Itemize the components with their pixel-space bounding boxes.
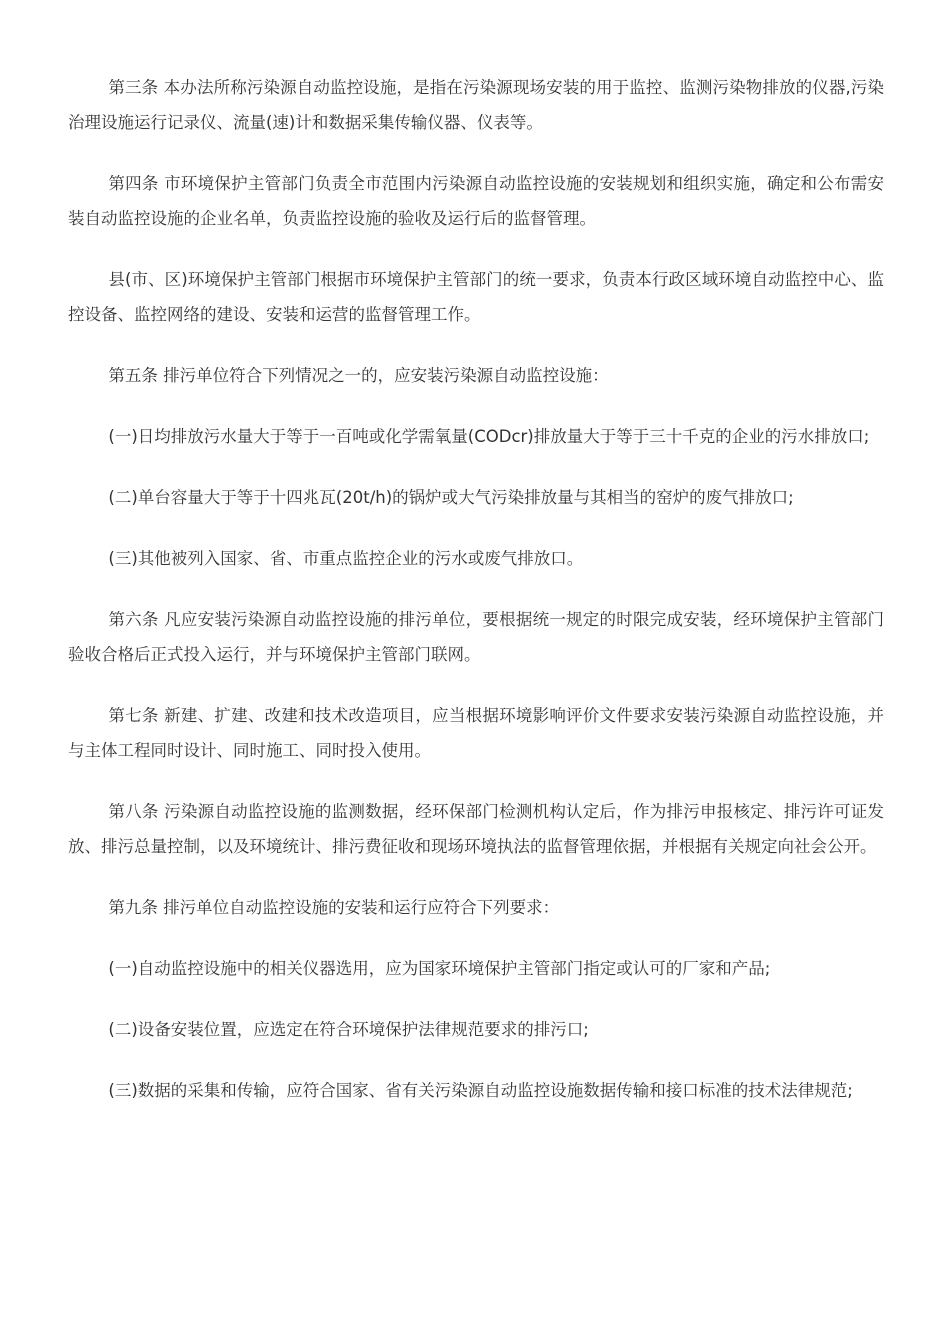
document-body	[68, 70, 884, 1108]
paragraph-article-6: 第六条 凡应安装污染源自动监控设施的排污单位，要根据统一规定的时限完成安装，经环境保护主管部门验收合格后正式投入运行，并与环境保护主管部门联网。	[68, 610, 884, 664]
paragraph-article-3: 第三条 本办法所称污染源自动监控设施，是指在污染源现场安装的用于监控、监测污染物排放的仪器,污染治理设施运行记录仪、流量(速)计和数据采集传输仪器、仪表等。	[68, 78, 884, 132]
paragraph-article-9-item-3: (三)数据的采集和传输，应符合国家、省有关污染源自动监控设施数据传输和接口标准的技术法律规范;	[108, 1081, 853, 1100]
paragraph-article-9-item-1: (一)自动监控设施中的相关仪器选用，应为国家环境保护主管部门指定或认可的厂家和产品;	[108, 959, 771, 978]
paragraph-county-duty: 县(市、区)环境保护主管部门根据市环境保护主管部门的统一要求，负责本行政区域环境自动监控中心、监控设备、监控网络的建设、安装和运营的监督管理工作。	[68, 270, 884, 324]
paragraph-article-9-item-2: (二)设备安装位置，应选定在符合环境保护法律规范要求的排污口;	[108, 1020, 589, 1039]
paragraph-article-4: 第四条 市环境保护主管部门负责全市范围内污染源自动监控设施的安装规划和组织实施，确定和公布需安装自动监控设施的企业名单，负责监控设施的验收及运行后的监督管理。	[68, 174, 884, 228]
paragraph-article-7: 第七条 新建、扩建、改建和技术改造项目，应当根据环境影响评价文件要求安装污染源自动监控设施，并与主体工程同时设计、同时施工、同时投入使用。	[68, 706, 884, 760]
paragraph-article-9: 第九条 排污单位自动监控设施的安装和运行应符合下列要求：	[108, 898, 560, 917]
paragraph-article-5: 第五条 排污单位符合下列情况之一的，应安装污染源自动监控设施：	[108, 366, 609, 385]
paragraph-article-5-item-2: (二)单台容量大于等于十四兆瓦(20t/h)的锅炉或大气污染排放量与其相当的窑炉的废气排放口;	[108, 488, 794, 507]
paragraph-article-5-item-3: (三)其他被列入国家、省、市重点监控企业的污水或废气排放口。	[108, 549, 584, 568]
paragraph-article-8: 第八条 污染源自动监控设施的监测数据，经环保部门检测机构认定后，作为排污申报核定、排污许可证发放、排污总量控制，以及环境统计、排污费征收和现场环境执法的监督管理依据，并根据有关规定向社会公开。	[68, 802, 884, 856]
paragraph-article-5-item-1: (一)日均排放污水量大于等于一百吨或化学需氧量(CODcr)排放量大于等于三十千克的企业的污水排放口;	[108, 427, 870, 446]
